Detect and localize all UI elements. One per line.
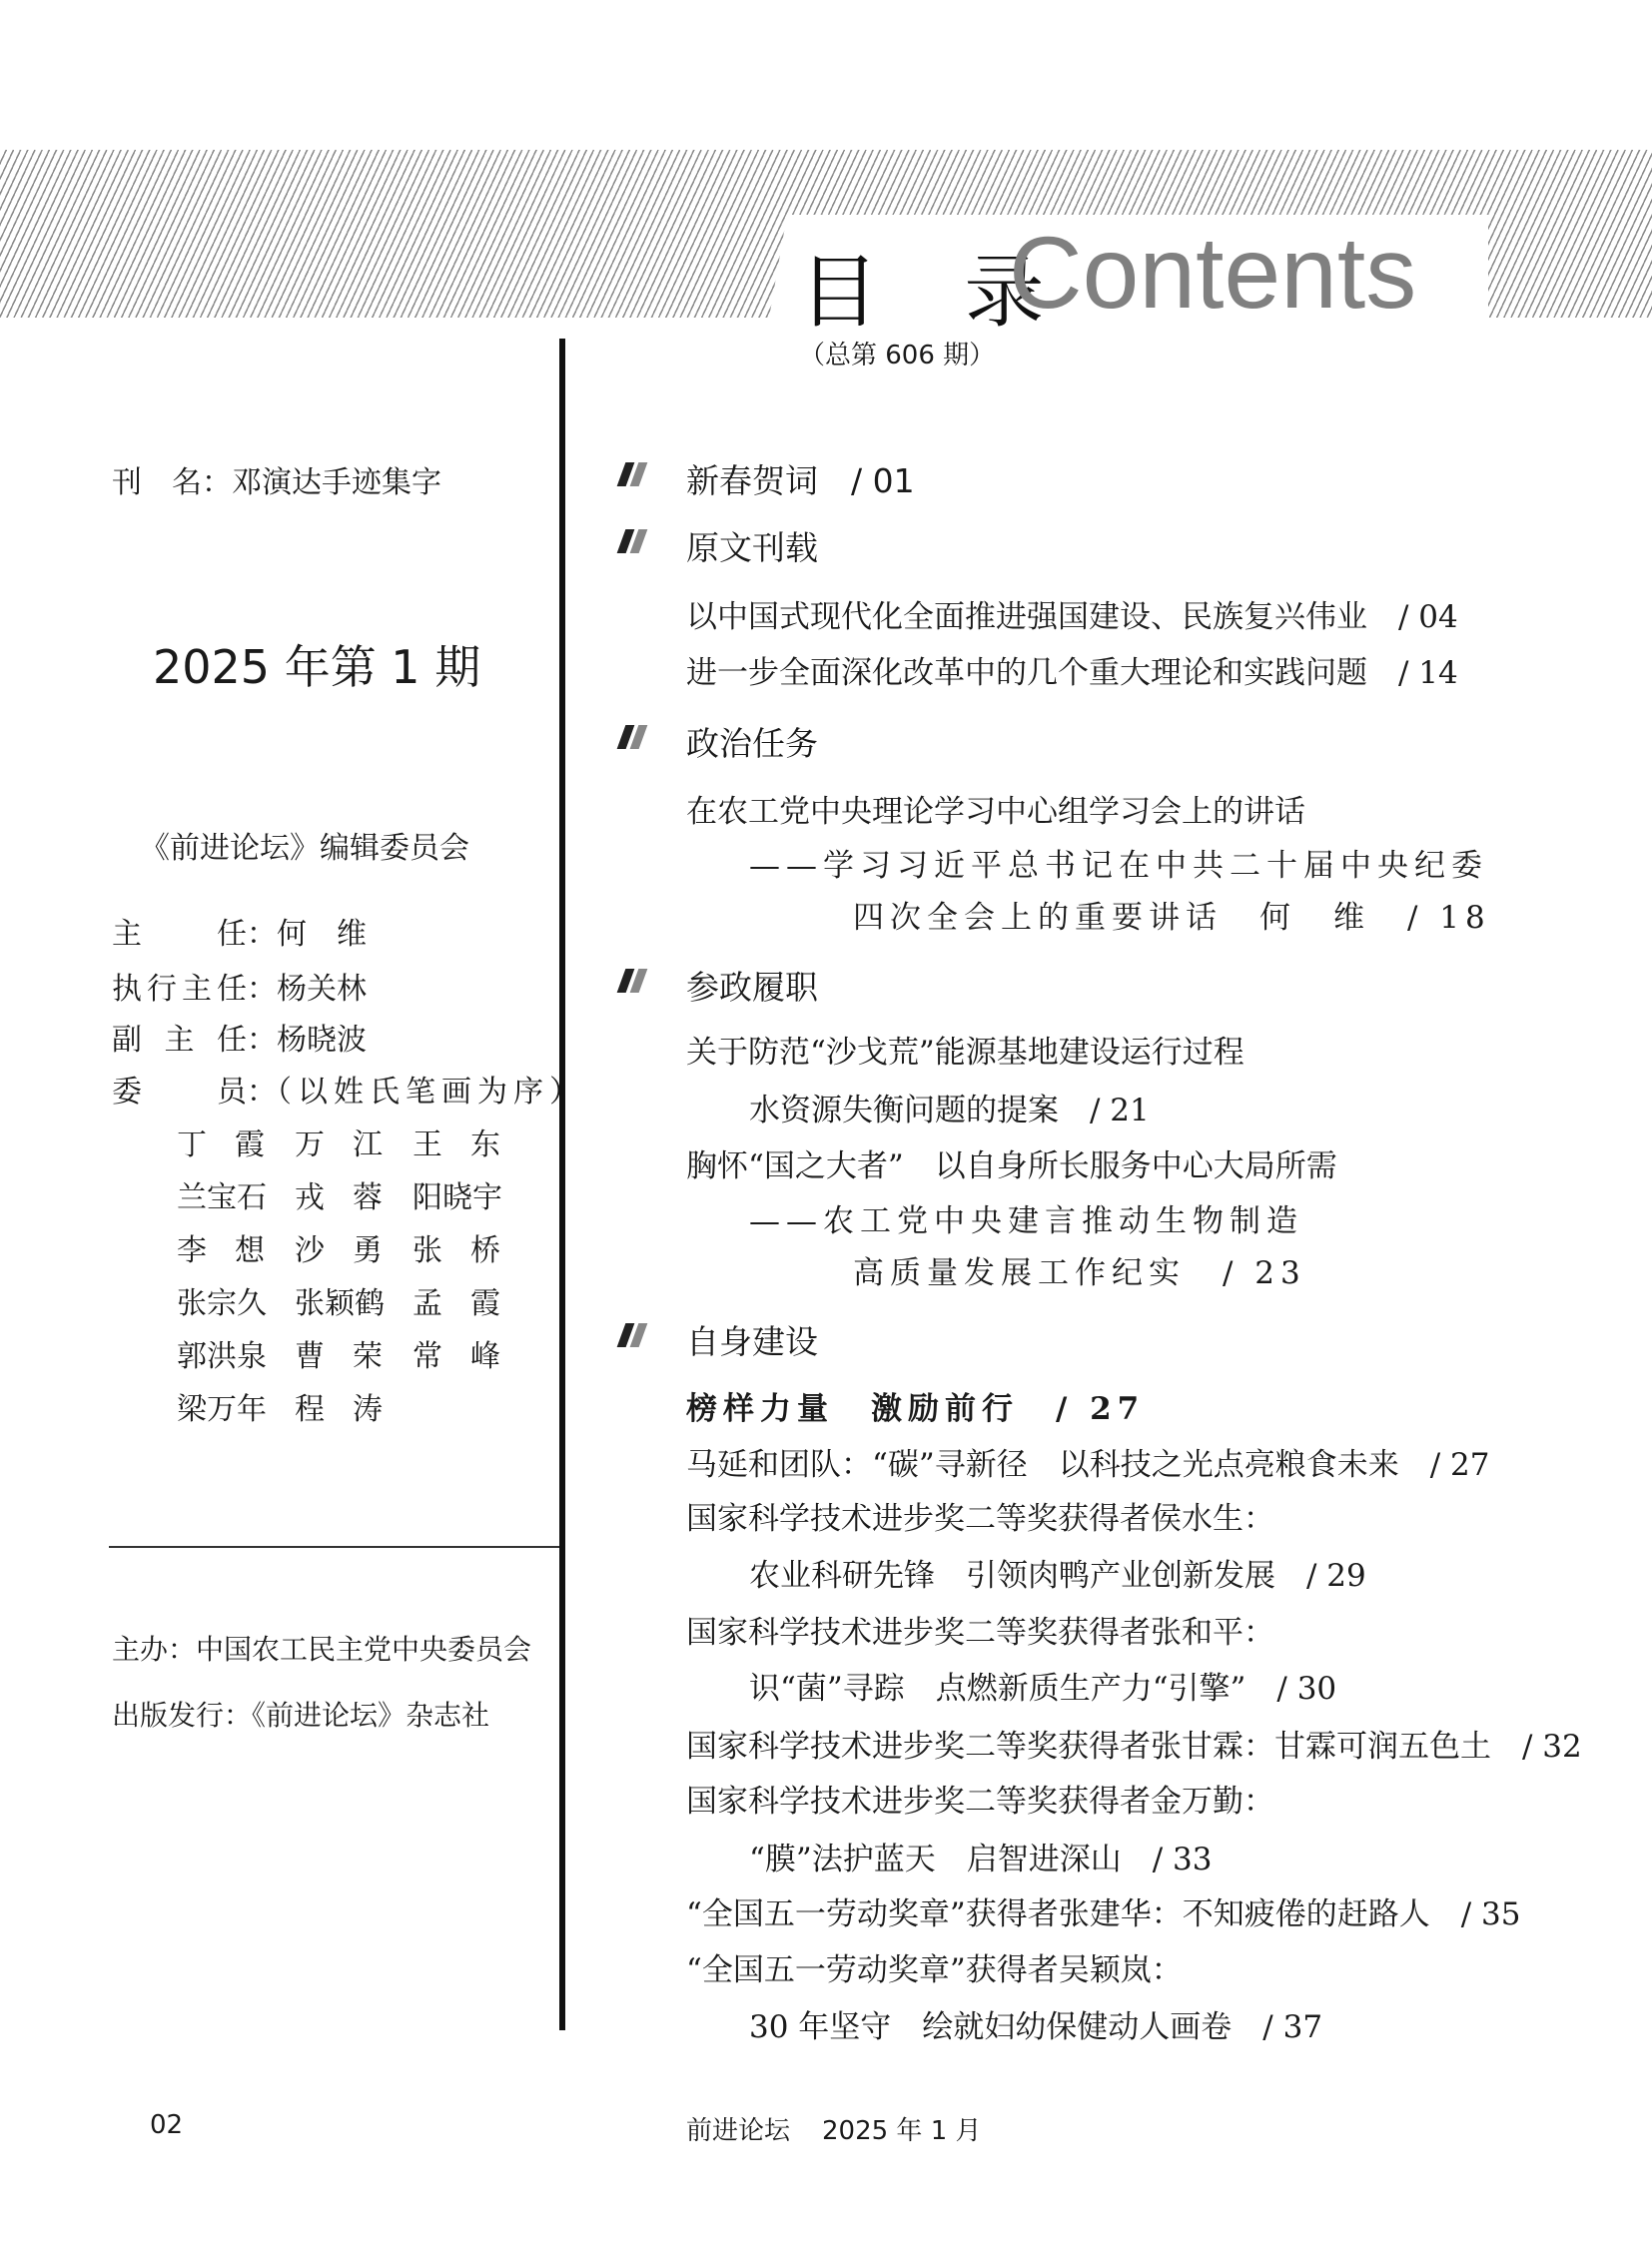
footer-date: 2025 年 1 月 bbox=[822, 2116, 982, 2146]
member-name: 郭洪泉 bbox=[177, 1339, 267, 1374]
member-name: 戎蓉 bbox=[295, 1180, 383, 1215]
page-number: 02 bbox=[150, 2110, 184, 2140]
toc-section-heading: 参政履职 bbox=[686, 968, 818, 1007]
toc-entry: 在农工党中央理论学习中心组学习会上的讲话 bbox=[686, 794, 1305, 830]
toc-entry: 30 年坚守 绘就妇幼保健动人画卷 / 37 bbox=[749, 2009, 1323, 2045]
member-name: 阳晓宇 bbox=[413, 1180, 502, 1215]
toc-section-heading: 政治任务 bbox=[686, 724, 818, 763]
toc-entry: 进一步全面深化改革中的几个重大理论和实践问题 / 14 bbox=[686, 655, 1458, 691]
section-marker-icon bbox=[617, 529, 651, 553]
section-marker-icon bbox=[617, 725, 651, 749]
journal-value: 邓演达手迹集字 bbox=[232, 465, 441, 500]
toc-entry: 高质量发展工作纪实 / 23 bbox=[853, 1255, 1306, 1291]
toc-entry: 国家科学技术进步奖二等奖获得者侯水生： bbox=[686, 1501, 1274, 1537]
committee-title: 《前进论坛》编辑委员会 bbox=[140, 831, 469, 866]
member-row bbox=[177, 1172, 530, 1216]
member-name: 丁霞 bbox=[177, 1127, 265, 1162]
toc-entry: 关于防范“沙戈荒”能源基地建设运行过程 bbox=[686, 1035, 1244, 1071]
member-name: 沙勇 bbox=[295, 1233, 383, 1268]
member-name: 张宗久 bbox=[177, 1286, 267, 1321]
section-marker-icon bbox=[617, 1323, 651, 1347]
issue-number: 2025 年第 1 期 bbox=[153, 640, 481, 694]
publisher: 出版发行：《前进论坛》杂志社 bbox=[112, 1699, 490, 1732]
role-exec-director: 执行主任：杨关林 bbox=[112, 972, 367, 1007]
journal-name bbox=[112, 457, 441, 501]
member-name: 兰宝石 bbox=[177, 1180, 267, 1215]
section-marker-icon bbox=[617, 462, 651, 486]
toc-entry: 胸怀“国之大者” 以自身所长服务中心大局所需 bbox=[686, 1148, 1337, 1184]
toc-entry: 识“菌”寻踪 点燃新质生产力“引擎” / 30 bbox=[749, 1671, 1337, 1707]
member-name: 张颖鹤 bbox=[295, 1286, 385, 1321]
toc-section-heading: 自身建设 bbox=[686, 1322, 818, 1361]
toc-entry: 水资源失衡问题的提案 / 21 bbox=[749, 1093, 1150, 1128]
sponsor: 主办：中国农工民主党中央委员会 bbox=[112, 1633, 532, 1666]
title-cn: 目 录 bbox=[799, 246, 1075, 339]
toc-entry: 国家科学技术进步奖二等奖获得者金万勤： bbox=[686, 1784, 1274, 1820]
member-row bbox=[177, 1384, 413, 1428]
member-row bbox=[177, 1225, 530, 1269]
member-row bbox=[177, 1331, 530, 1375]
member-name: 孟霞 bbox=[413, 1286, 500, 1321]
toc-entry: 国家科学技术进步奖二等奖获得者张甘霖：甘霖可润五色土 / 32 bbox=[686, 1729, 1582, 1765]
toc-entry: 马延和团队：“碳”寻新径 以科技之光点亮粮食未来 / 27 bbox=[686, 1447, 1490, 1483]
toc-section-heading: 原文刊载 bbox=[686, 528, 818, 567]
toc-entry: 四次全会上的重要讲话 何 维 / 18 bbox=[853, 900, 1491, 936]
toc-section-heading: 新春贺词 / 01 bbox=[686, 461, 915, 500]
member-name: 王东 bbox=[413, 1127, 500, 1162]
toc-entry: 以中国式现代化全面推进强国建设、民族复兴伟业 / 04 bbox=[686, 599, 1458, 635]
section-marker-icon bbox=[617, 969, 651, 993]
toc-entry: ——农工党中央建言推动生物制造 bbox=[749, 1203, 1303, 1239]
toc-entry: 榜样力量 激励前行 / 27 bbox=[686, 1391, 1146, 1427]
toc-entry: ——学习习近平总书记在中共二十届中央纪委 bbox=[749, 848, 1488, 884]
member-name: 万江 bbox=[295, 1127, 383, 1162]
toc-entry: 农业科研先锋 引领肉鸭产业创新发展 / 29 bbox=[749, 1558, 1366, 1594]
footer-journal: 前进论坛 bbox=[686, 2116, 791, 2146]
issue-total: （总第 606 期） bbox=[799, 341, 996, 371]
member-row bbox=[177, 1120, 530, 1163]
role-members: 委员：（以姓氏笔画为序） bbox=[112, 1075, 585, 1110]
journal-label: 刊 名： bbox=[112, 465, 232, 500]
member-name: 曹荣 bbox=[295, 1339, 383, 1374]
title-en: Contents bbox=[1009, 216, 1417, 330]
member-name: 张桥 bbox=[413, 1233, 500, 1268]
divider bbox=[109, 1546, 559, 1548]
role-deputy-director: 副主任：杨晓波 bbox=[112, 1023, 367, 1058]
column-divider bbox=[559, 339, 565, 2030]
member-row bbox=[177, 1278, 530, 1322]
member-name: 常峰 bbox=[413, 1339, 500, 1374]
role-director: 主任：何 维 bbox=[112, 917, 367, 952]
member-name: 程涛 bbox=[295, 1392, 383, 1427]
toc-entry: 国家科学技术进步奖二等奖获得者张和平： bbox=[686, 1615, 1274, 1651]
member-name: 梁万年 bbox=[177, 1392, 267, 1427]
toc-entry: “全国五一劳动奖章”获得者张建华：不知疲倦的赶路人 / 35 bbox=[686, 1896, 1521, 1932]
toc-entry: “全国五一劳动奖章”获得者吴颖岚： bbox=[686, 1952, 1183, 1988]
member-name: 李想 bbox=[177, 1233, 265, 1268]
toc-entry: “膜”法护蓝天 启智进深山 / 33 bbox=[749, 1842, 1213, 1877]
